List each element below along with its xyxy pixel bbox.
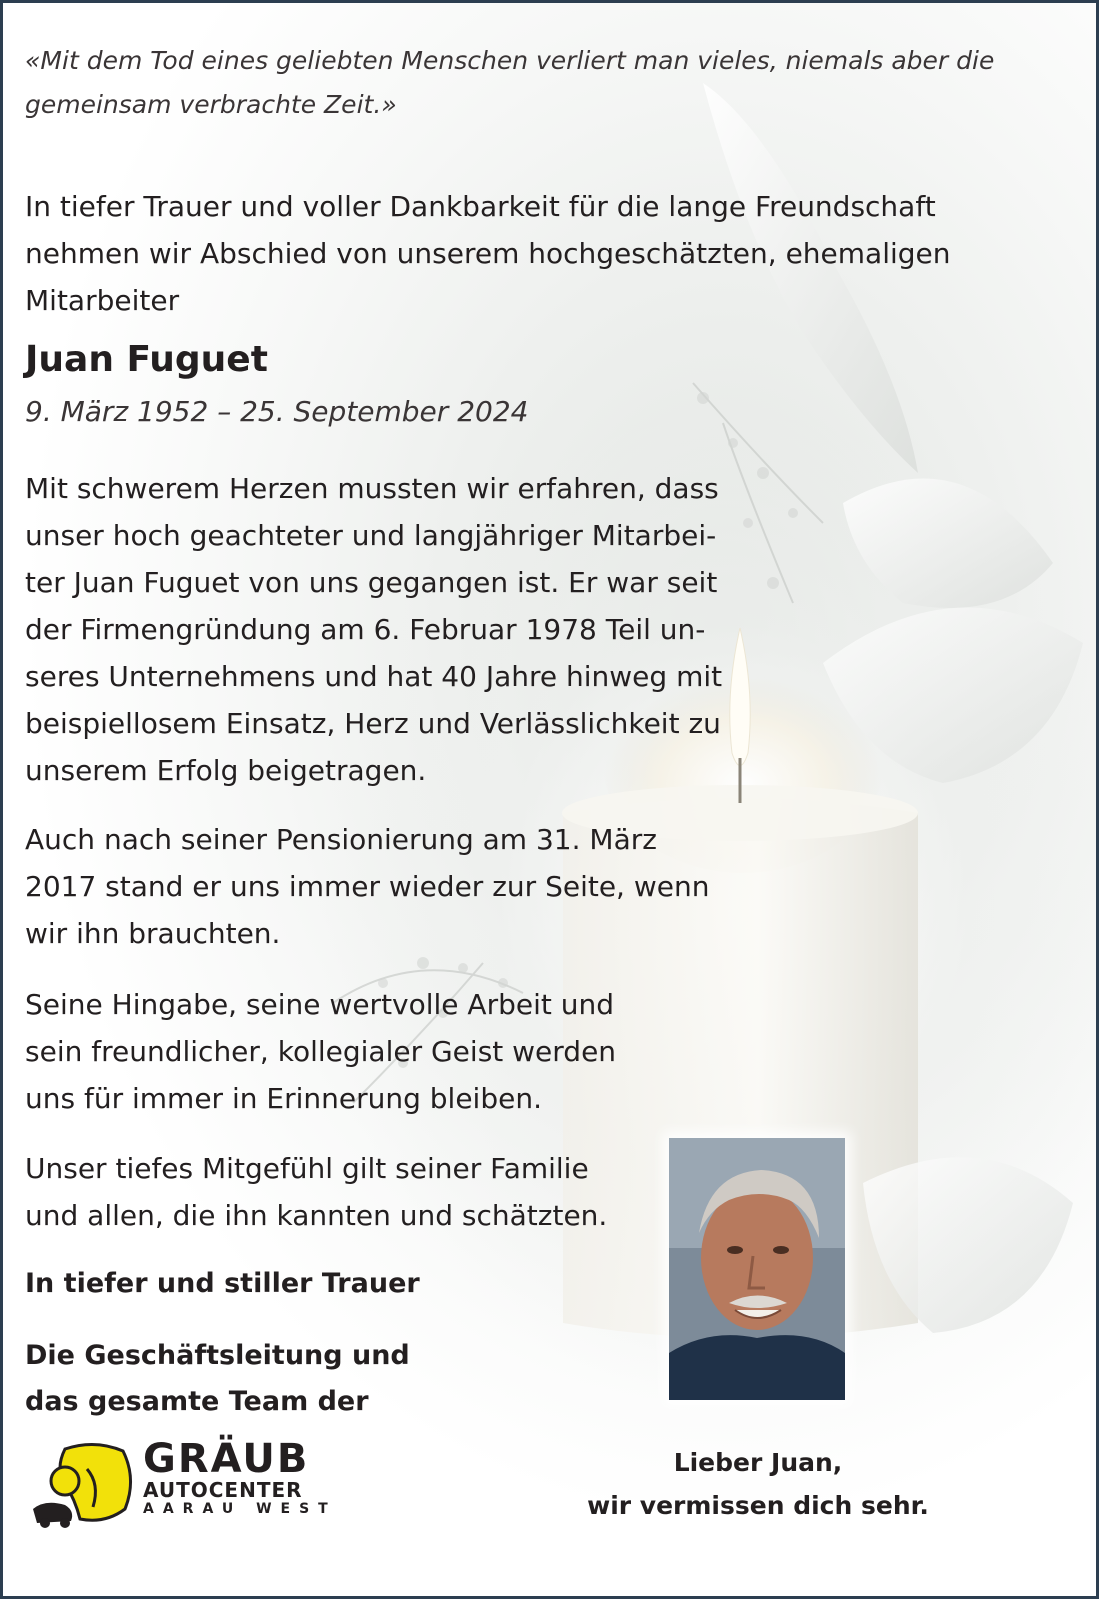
graeub-autocenter-logo bbox=[25, 1436, 345, 1529]
closing-line-1: Lieber Juan, bbox=[673, 1448, 843, 1477]
tribute-paragraph-4: Unser tiefes Mitgefühl gilt seiner Familie und allen, die ihn kannten und schätzten. bbox=[25, 1152, 608, 1232]
logo-main-text: GRÄUB bbox=[143, 1436, 310, 1482]
signature-line-2: Die Geschäftsleitung und das gesamte Team der bbox=[25, 1340, 410, 1417]
signature-line-1: In tiefer und stiller Trauer bbox=[25, 1268, 420, 1299]
closing-message bbox=[563, 1441, 953, 1527]
logo-wordmark bbox=[143, 1436, 337, 1517]
tribute-paragraph-2: Auch nach seiner Pensionierung am 31. März 2017 stand er uns immer wieder zur Seite, wenn wir ihn brauchten. bbox=[25, 823, 710, 950]
portrait-photo bbox=[669, 1138, 845, 1400]
tribute-paragraph-1: Mit schwerem Herzen mussten wir erfahren, dass unser hoch geachteter und langjähriger Mitarbei- ter Juan Fuguet von uns gegangen ist. Er war seit der Firmengründung am 6. Februar 1978 Teil un- seres Unternehmens und hat 40 Jahre hinweg mit beispiellosem Einsatz, Herz und Verlässlichkeit zu unserem Erfolg beigetragen. bbox=[25, 472, 723, 787]
tribute-paragraph-3: Seine Hingabe, seine wertvolle Arbeit und sein freundlicher, kollegialer Geist werden uns für immer in Erinnerung bleiben. bbox=[25, 988, 617, 1115]
logo-sub-text: AUTOCENTER bbox=[143, 1478, 303, 1502]
opening-quote: «Mit dem Tod eines geliebten Menschen verliert man vieles, niemals aber die gemeinsam verbrachte Zeit.» bbox=[25, 46, 995, 119]
logo-location-text: AARAU WEST bbox=[143, 1501, 337, 1517]
closing-line-2: wir vermissen dich sehr. bbox=[587, 1491, 929, 1520]
life-dates: 9. März 1952 – 25. September 2024 bbox=[25, 395, 529, 428]
portrait-image bbox=[669, 1138, 845, 1400]
intro-paragraph: In tiefer Trauer und voller Dankbarkeit für die lange Freundschaft nehmen wir Abschied von unserem hochgeschätzten, ehemaligen Mitarbeiter bbox=[25, 190, 951, 317]
deceased-name: Juan Fuguet bbox=[25, 339, 268, 380]
mascot-icon bbox=[25, 1439, 135, 1529]
